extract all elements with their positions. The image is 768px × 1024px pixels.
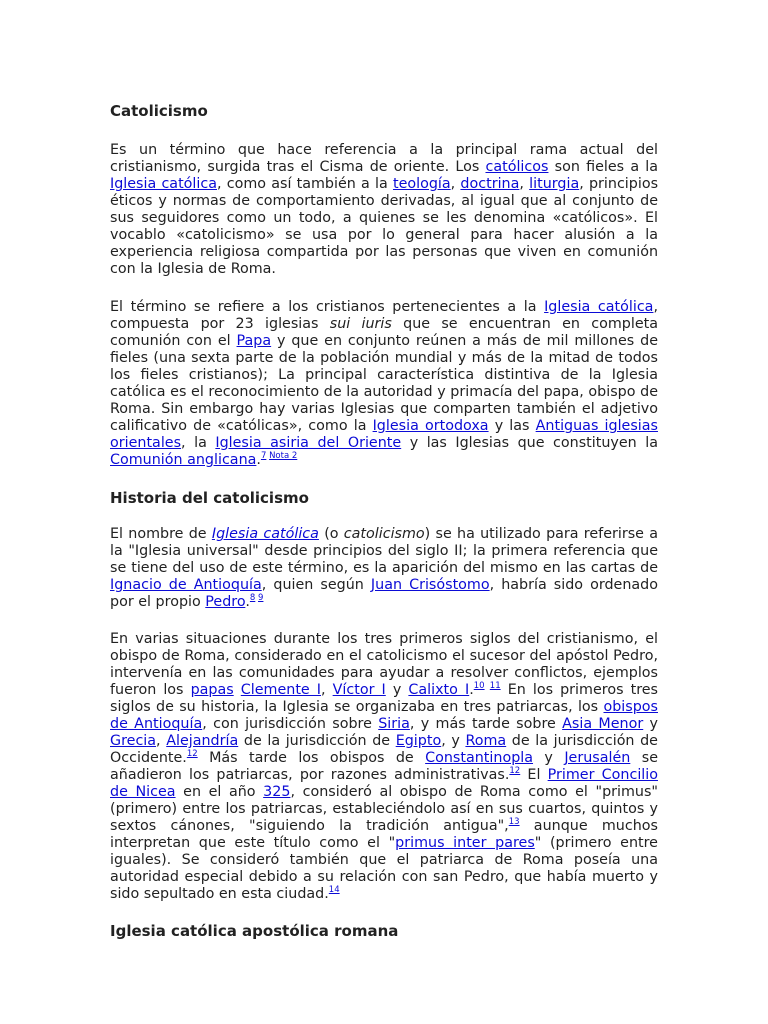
text-span: , [156,733,167,749]
text-span: . [245,594,250,610]
italic-sui-iuris: sui iuris [329,316,392,332]
text-span: y las Iglesias que constituyen la [401,435,658,451]
text-span: de la jurisdicción de [238,733,396,749]
footnote-link-12[interactable]: 12 [186,749,198,759]
text-span: , como así también a la [217,176,393,192]
link-obispos-de-antioquia[interactable]: obispos de Antioquía [110,699,658,732]
link-egipto[interactable]: Egipto [395,733,442,749]
footnote-ref [187,749,198,759]
footnote-ref [261,451,297,461]
footnote-link-12[interactable]: 12 [509,766,521,776]
text-span: El término se refiere a los cristianos pertenecientes a la [110,299,545,315]
text-span [234,682,241,698]
text-span: que se encuentran en completa comunión con el [110,316,658,349]
text-span: Más tarde los obispos de [197,750,426,766]
text-span: El [520,767,548,783]
footnote-link-13[interactable]: 13 [508,817,520,827]
link-grecia[interactable]: Grecia [110,733,157,749]
text-span: , [321,682,333,698]
text-span: En varias situaciones durante los tres primeros siglos del cristianismo, el obispo de Roma, considerado en el catolicismo el sucesor del apóstol Pedro, intervenía en las comunidades para ayudar a resolver conflictos, ejemplos fueron los [110,631,658,698]
link-clemente-i[interactable]: Clemente I [240,682,322,698]
text-span: ) se ha utilizado para referirse a la "Iglesia universal" desde principios del siglo II; la primera referencia que se tiene del uso de este término, es la aparición del mismo en las cartas de [110,526,659,576]
text-span: , con jurisdicción sobre [202,716,379,732]
link-iglesia-ortodoxa[interactable]: Iglesia ortodoxa [372,418,489,434]
link-iglesia-catolica[interactable]: Iglesia católica [110,176,217,192]
text-span: , y más tarde sobre [409,716,563,732]
text-span: , la [181,435,216,451]
text-span: se añadieron los patriarcas, por razones administrativas. [110,750,658,783]
text-span: en el año [175,784,264,800]
link-juan-crisostomo[interactable]: Juan Crisóstomo [370,577,490,593]
footnote-ref [250,593,264,603]
footnote-ref [509,817,520,827]
text-span: , consideró al obispo de Roma como el "primus" (primero) entre los patriarcas, estableciéndolo así en sus cuartos, quintos y sextos cánones, "siguiendo la tradición antigua", [110,784,659,834]
link-iglesia-catolica[interactable]: Iglesia católica [211,526,319,542]
text-span: (o [318,526,344,542]
link-325[interactable]: 325 [263,784,291,800]
text-span: y [385,682,409,698]
text-span: aunque muchos interpretan que este título como el " [110,818,658,851]
text-span: Es un término que hace referencia a la principal rama actual del cristianismo, surgida tras el Cisma de oriente. Los [110,142,658,175]
footnote-link-14[interactable]: 14 [328,885,340,895]
link-liturgia[interactable]: liturgia [529,176,580,192]
document-page [110,96,658,941]
paragraph-situaciones [110,631,658,903]
link-primus-inter-pares[interactable]: primus inter pares [395,835,535,851]
text-span: . [469,682,474,698]
footnote-link-10[interactable]: 10 [473,681,485,691]
link-siria[interactable]: Siria [378,716,410,732]
link-asia-menor[interactable]: Asia Menor [562,716,644,732]
text-span: y las [488,418,536,434]
link-victor-i[interactable]: Víctor I [332,682,386,698]
link-iglesia-catolica[interactable]: Iglesia católica [544,299,654,315]
link-papa[interactable]: Papa [236,333,272,349]
text-span: , habría sido ordenado por el propio [110,577,659,610]
text-span: , quien según [261,577,371,593]
text-span: y que en conjunto reúnen a más de mil millones de fieles (una sexta parte de la población mundial y más de la mitad de todos los fieles cristianos); La principal característica distintiva de la Iglesia católica es el reconocimiento de la autoridad y primacía del papa, obispo de Roma. Sin embargo hay varias Iglesias que comparten también el adjetivo calificativo de «católicas», como la [110,333,658,434]
text-span: " (primero entre iguales). Se consideró también que el patriarca de Roma poseía una autoridad especial debido a su relación con san Pedro, que había muerto y sido sepultado en esta ciudad. [110,835,658,902]
link-constantinopla[interactable]: Constantinopla [425,750,534,766]
link-papas[interactable]: papas [190,682,234,698]
link-alejandria[interactable]: Alejandría [166,733,239,749]
paragraph-definicion [110,142,658,278]
link-doctrina[interactable]: doctrina [460,176,520,192]
text-span: y [643,716,659,732]
link-ignacio-de-antioquia[interactable]: Ignacio de Antioquía [110,577,262,593]
link-catolicos[interactable]: católicos [485,159,549,175]
text-span: son fieles a la [548,159,658,175]
italic-catolicismo: catolicismo [343,526,425,542]
link-jerusalen[interactable]: Jerusalén [564,750,631,766]
text-span: , [450,176,461,192]
footnote-ref [329,885,340,895]
footnote-link-9[interactable]: 9 [258,593,264,603]
footnote-link-11[interactable]: 11 [489,681,501,691]
paragraph-nombre [110,526,658,611]
text-span: . [256,452,261,468]
link-iglesia-asiria[interactable]: Iglesia asiria del Oriente [215,435,402,451]
footnote-link-nota-2[interactable]: Nota 2 [269,451,298,461]
footnote-ref [474,681,501,691]
text-span: y [533,750,565,766]
footnote-link-7[interactable]: 7 [260,451,267,461]
text-span: En los primeros tres siglos de su historia, la Iglesia se organizaba en tres patriarcas, los [110,682,658,715]
link-primer-concilio-de-nicea[interactable]: Primer Concilio de Nicea [110,767,658,800]
link-antiguas-iglesias-orientales[interactable]: Antiguas iglesias orientales [110,418,658,451]
footnote-ref [509,766,520,776]
link-calixto-i[interactable]: Calixto I [408,682,470,698]
link-teologia[interactable]: teología [392,176,451,192]
paragraph-iglesias [110,299,658,469]
footnote-link-8[interactable]: 8 [249,593,256,603]
link-roma[interactable]: Roma [465,733,507,749]
text-span: , y [441,733,466,749]
text-span: El nombre de [110,526,212,542]
text-span: , compuesta por 23 iglesias [110,299,658,332]
link-pedro[interactable]: Pedro [205,594,246,610]
heading-historia: Historia del catolicismo [110,489,309,507]
heading-apostolica-romana: Iglesia católica apostólica romana [110,922,399,940]
text-span: , principios éticos y normas de comportamiento derivadas, al igual que al conjunto de sus seguidores como un todo, a quienes se les denomina «católicos». El vocablo «catolicismo» se usa por lo general para hacer alusión a la experiencia religiosa compartida por las personas que viven en comunión con la Iglesia de Roma. [110,176,659,277]
text-span: de la jurisdicción de Occidente. [110,733,658,766]
text-span: , [519,176,530,192]
link-comunion-anglicana[interactable]: Comunión anglicana [110,452,257,468]
heading-catolicismo: Catolicismo [110,102,208,120]
